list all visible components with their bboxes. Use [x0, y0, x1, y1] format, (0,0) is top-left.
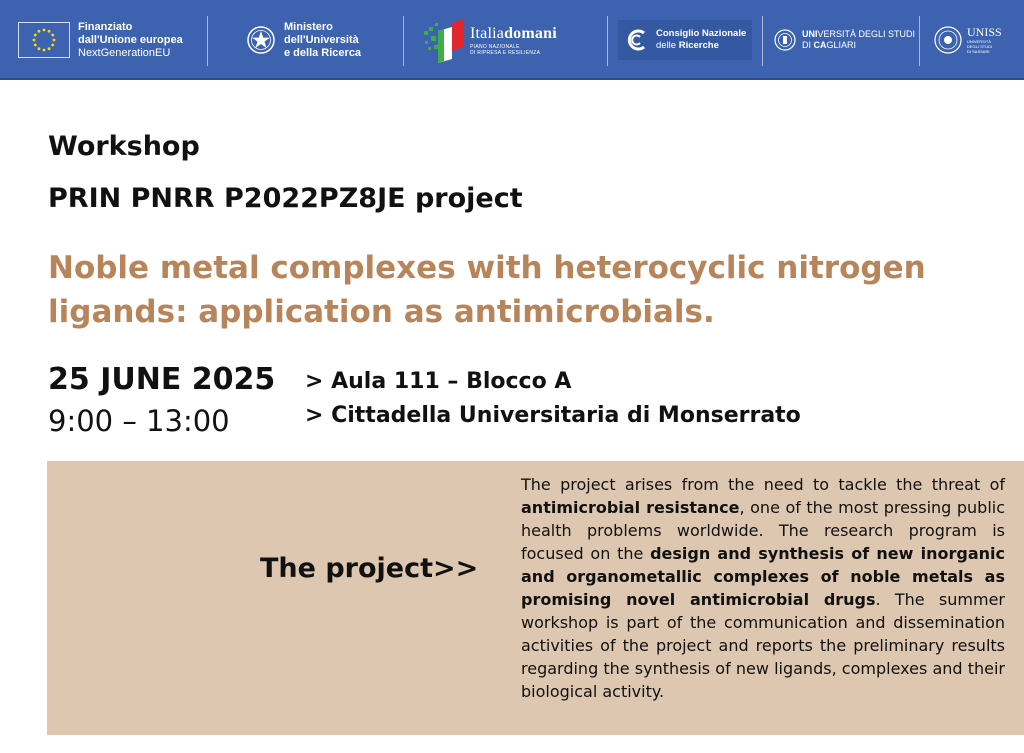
uniss-name: UNISS — [967, 25, 1002, 39]
eu-logo-line1: Finanziato — [78, 20, 133, 33]
cnr-logo — [618, 14, 752, 66]
italiadomani-logo — [422, 14, 557, 66]
eu-funding-logo — [18, 14, 183, 66]
project-section — [47, 461, 1024, 735]
header-divider — [762, 16, 763, 66]
italian-republic-emblem-icon — [246, 25, 276, 55]
italiadomani-sub1: PIANO NAZIONALE — [470, 43, 520, 50]
header-divider — [403, 16, 404, 66]
eu-flag-icon — [18, 22, 70, 58]
project-section-label: The project>> — [260, 553, 479, 584]
uniss-sub2: DEGLI STUDI — [967, 44, 993, 49]
event-date: 25 JUNE 2025 — [48, 362, 276, 397]
header-divider — [207, 16, 208, 66]
header-divider — [607, 16, 608, 66]
cnr-mark-icon — [624, 28, 650, 52]
workshop-title-line1: Noble metal complexes with heterocyclic nitrogen — [48, 250, 926, 286]
project-description: The project arises from the need to tackle the threat of antimicrobial resistance, one of the most pressing public health problems worldwide. The research program is focused on the design and synthesis of new inorganic and organometallic complexes of noble metals as promising novel antimicrobial drugs. The summer workshop is part of the communication and dissemination activities of the project and reports the preliminary results regarding the synthesis of new ligands, complexes and their biological activity. — [521, 475, 1006, 701]
workshop-title-line2: ligands: application as antimicrobials. — [48, 294, 715, 330]
cnr-logo-line2: delle Ricerche — [656, 40, 719, 51]
highlight-antimicrobial-resistance: antimicrobial resistance — [521, 498, 740, 517]
workshop-title — [48, 246, 948, 334]
unica-logo-line2: DI CAGLIARI — [802, 40, 857, 50]
logo-header-bar — [0, 0, 1024, 80]
workshop-label: Workshop — [48, 131, 200, 162]
mur-logo-line2: dell'Università — [284, 33, 359, 46]
uniss-sub1: UNIVERSITÀ — [967, 39, 992, 44]
eu-logo-line3: NextGenerationEU — [78, 46, 171, 59]
highlight-design-synthesis: design and synthesis of new inorganic and organometallic complexes of noble metals as promising novel antimicrobial drugs — [521, 544, 1006, 609]
mur-logo-line1: Ministero — [284, 20, 333, 33]
unica-seal-icon — [774, 29, 796, 51]
mur-logo-line3: e della Ricerca — [284, 46, 362, 59]
header-divider — [919, 16, 920, 66]
eu-logo-line2: dall'Unione europea — [78, 33, 183, 46]
italiadomani-title: Italiadomani — [470, 24, 557, 42]
project-code: PRIN PNRR P2022PZ8JE project — [48, 183, 523, 214]
uniss-logo — [934, 14, 1002, 66]
unica-logo — [774, 14, 915, 66]
cnr-logo-line1: Consiglio Nazionale — [656, 28, 747, 39]
venue-site: > Cittadella Universitaria di Monserrato — [305, 403, 801, 428]
venue-room: > Aula 111 – Blocco A — [305, 369, 572, 394]
mur-logo — [246, 14, 361, 66]
event-time: 9:00 – 13:00 — [48, 404, 230, 438]
italiadomani-sub2: DI RIPRESA E RESILIENZA — [470, 49, 541, 56]
unica-logo-line1: UNIVERSITÀ DEGLI STUDI — [802, 29, 916, 39]
uniss-sub3: DI SASSARI — [967, 49, 990, 54]
uniss-seal-icon — [934, 26, 962, 54]
italiadomani-mark-icon — [422, 17, 466, 63]
